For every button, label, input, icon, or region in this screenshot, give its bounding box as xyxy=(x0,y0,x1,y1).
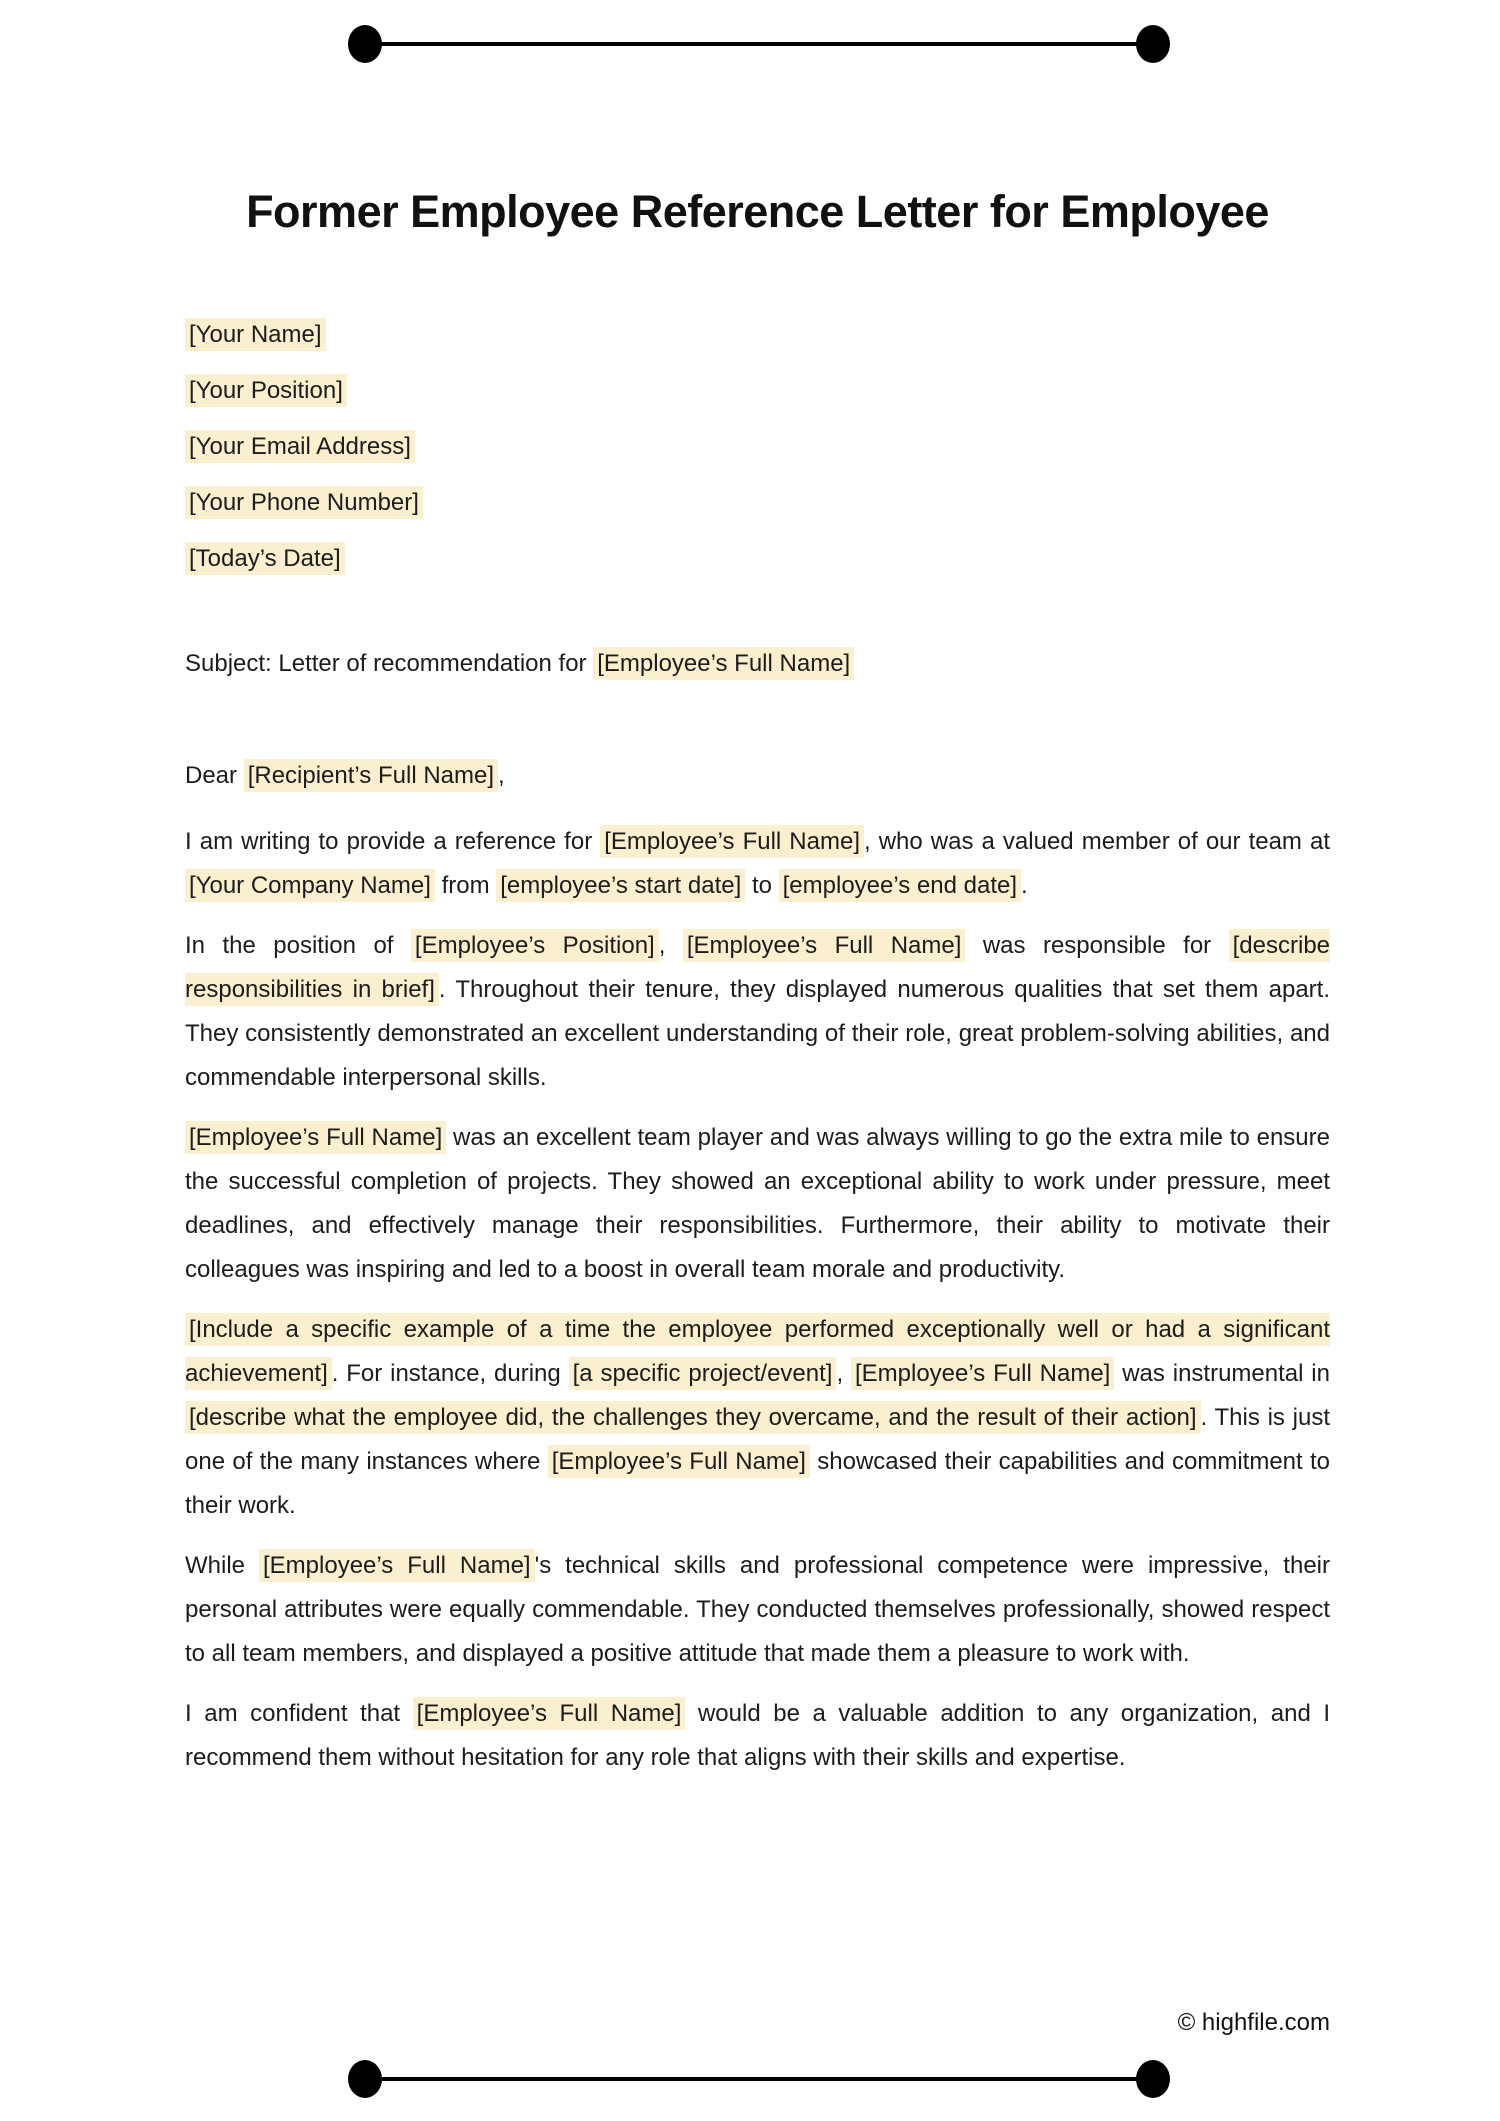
greeting-line: Dear [Recipient’s Full Name] , xyxy=(185,754,1330,798)
sender-email-placeholder: [Your Email Address] xyxy=(185,430,415,463)
sender-contact-block xyxy=(185,318,1330,576)
copyright-credit: © highfile.com xyxy=(1177,2009,1330,2036)
paragraph-teamwork: [Employee’s Full Name] was an excellent team player and was always willing to go the extra mile to ensure the successful completion of projects. They showed an exceptional ability to work under pressure, meet deadlines, and effectively manage their responsibilities. Furthermore, their ability to motivate their colleagues was inspiring and led to a boost in overall team morale and productivity. xyxy=(185,1116,1330,1292)
paragraph-role-responsibilities: In the position of [Employee’s Position] , [Employee’s Full Name] was responsible for [describe responsibilities in brief] . Throughout their tenure, they displayed numerous qualities that set them apart. They consistently demonstrated an excellent understanding of their role, great problem-solving abilities, and commendable interpersonal skills. xyxy=(185,924,1330,1100)
divider-line xyxy=(365,2077,1153,2081)
paragraph-specific-example: [Include a specific example of a time the employee performed exceptionally well or had a significant achievement] . For instance, during [a specific project/event] , [Employee’s Full Name] was instrumental in [describe what the employee did, the challenges they overcame, and the result of their action] . This is just one of the many instances where [Employee’s Full Name] showcased their capabilities and commitment to their work. xyxy=(185,1308,1330,1528)
sender-phone-line xyxy=(185,486,1330,520)
sender-position-placeholder: [Your Position] xyxy=(185,374,347,407)
date-line xyxy=(185,542,1330,576)
sender-phone-placeholder: [Your Phone Number] xyxy=(185,486,423,519)
paragraph-personal-attributes: While [Employee’s Full Name] 's technical skills and professional competence were impressive, their personal attributes were equally commendable. They conducted themselves professionally, showed respect to all team members, and displayed a positive attitude that made them a pleasure to work with. xyxy=(185,1544,1330,1676)
sender-email-line xyxy=(185,430,1330,464)
bottom-divider xyxy=(348,2060,1170,2098)
paragraph-introduction: I am writing to provide a reference for [Employee’s Full Name] , who was a valued member of our team at [Your Company Name] from [employee’s start date] to [employee’s end date] . xyxy=(185,820,1330,908)
page-title: Former Employee Reference Letter for Employee xyxy=(246,186,1269,237)
sender-position-line xyxy=(185,374,1330,408)
letter-body xyxy=(185,820,1330,1780)
subject-line: Subject: Letter of recommendation for [Employee’s Full Name] xyxy=(185,642,1330,686)
sender-name-placeholder: [Your Name] xyxy=(185,318,326,351)
paragraph-recommendation: I am confident that [Employee’s Full Name] would be a valuable addition to any organization, and I recommend them without hesitation for any role that aligns with their skills and expertise. xyxy=(185,1692,1330,1780)
divider-dot-right xyxy=(1136,2060,1170,2098)
sender-name-line xyxy=(185,318,1330,352)
date-placeholder: [Today’s Date] xyxy=(185,542,345,575)
